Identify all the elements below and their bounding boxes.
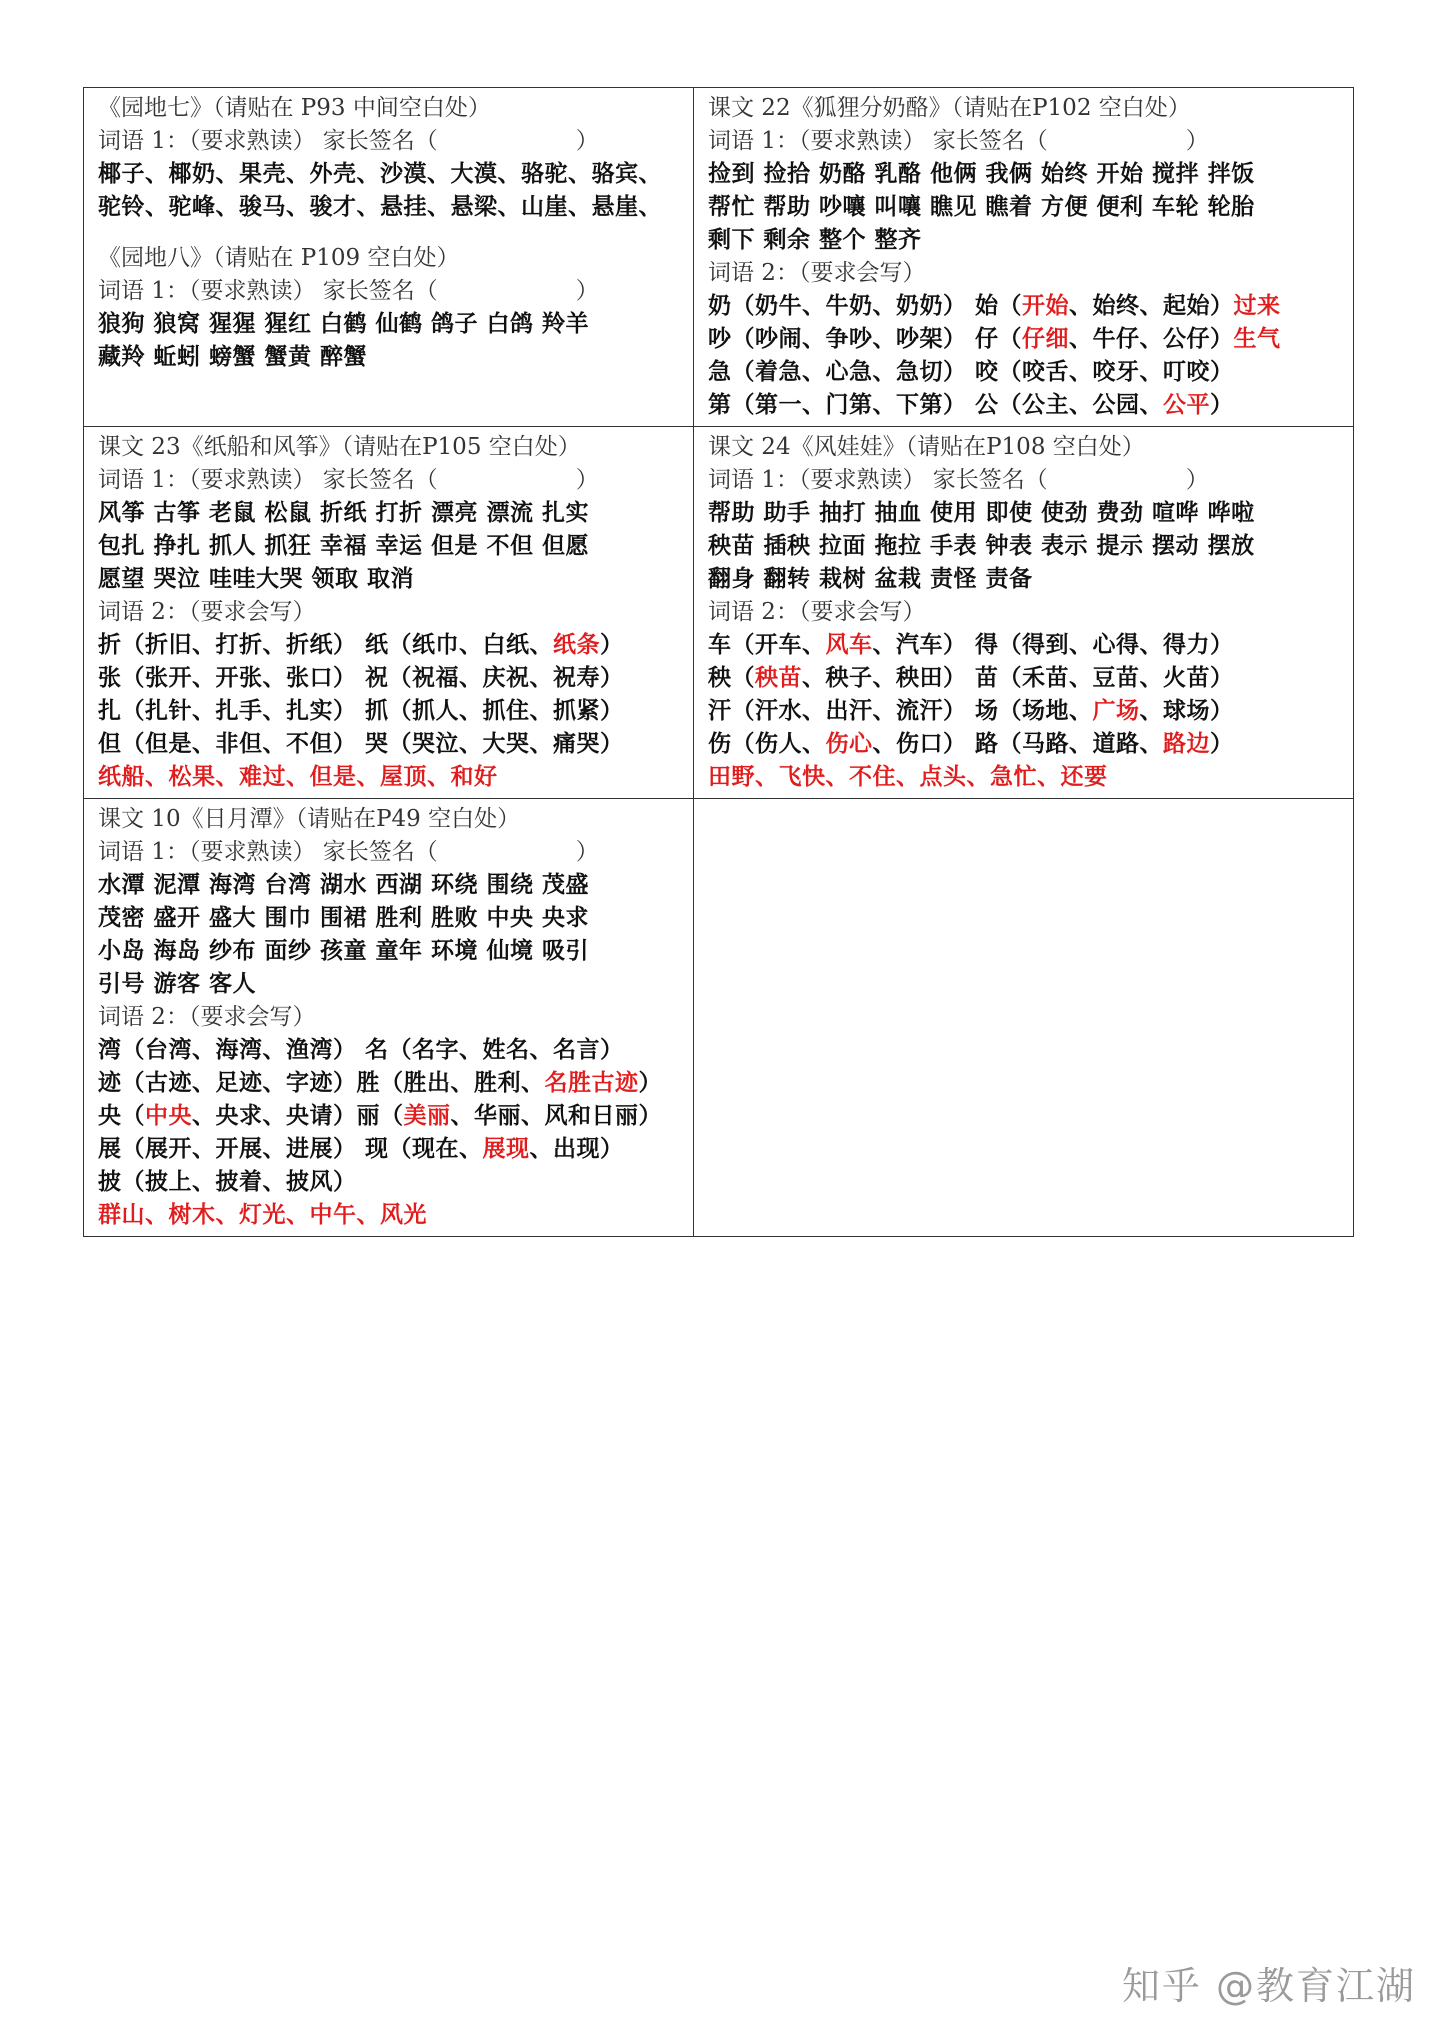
yuandi8-title: 《园地八》（请贴在 P109 空白处）: [98, 245, 460, 271]
lesson22-line: 剩下 剩余 整个 整齐: [708, 227, 922, 253]
cell-yuandi: [84, 88, 694, 427]
lesson10-line: 茂密 盛开 盛大 围巾 围裙 胜利 胜败 中央 央求: [98, 905, 590, 931]
lesson24-line: 秧苗 插秧 拉面 拖拉 手表 钟表 表示 提示 摆动 摆放: [708, 533, 1255, 559]
lesson22-write-line: 奶（奶牛、牛奶、奶奶） 始（开始、始终、起始）过来: [708, 293, 1281, 319]
lesson10-write-line: 披（披上、披着、披风）: [98, 1169, 357, 1195]
lesson23-write-line: 但（但是、非但、不但） 哭（哭泣、大哭、痛哭）: [98, 731, 624, 757]
lesson22-vocab1-label: 词语 1：（要求熟读） 家长签名（ ）: [708, 128, 1209, 154]
lesson24-line: 翻身 翻转 栽树 盆栽 责怪 责备: [708, 566, 1033, 592]
lesson23-extra-words: 纸船、松果、难过、但是、屋顶、和好: [98, 764, 498, 790]
lesson23-line: 愿望 哭泣 哇哇大哭 领取 取消: [98, 566, 415, 592]
lesson10-line: 小岛 海岛 纱布 面纱 孩童 童年 环境 仙境 吸引: [98, 938, 590, 964]
lesson24-write-line: 秧（秧苗、秧子、秧田） 苗（禾苗、豆苗、火苗）: [708, 665, 1234, 691]
yuandi7-vocab1-label: 词语 1：（要求熟读） 家长签名（ ）: [98, 128, 599, 154]
lesson10-line: 水潭 泥潭 海湾 台湾 湖水 西湖 环绕 围绕 茂盛: [98, 872, 590, 898]
lesson23-vocab1-label: 词语 1：（要求熟读） 家长签名（ ）: [98, 467, 599, 493]
lesson10-write-line: 展（展开、开展、进展） 现（现在、展现、出现）: [98, 1136, 624, 1162]
lesson10-write-line: 迹（古迹、足迹、字迹）胜（胜出、胜利、名胜古迹）: [98, 1070, 662, 1096]
lesson24-vocab1-label: 词语 1：（要求熟读） 家长签名（ ）: [708, 467, 1209, 493]
lesson22-line: 帮忙 帮助 吵嚷 叫嚷 瞧见 瞧着 方便 便利 车轮 轮胎: [708, 194, 1255, 220]
cell-lesson10: [84, 799, 694, 1237]
lesson23-write-line: 扎（扎针、扎手、扎实） 抓（抓人、抓住、抓紧）: [98, 698, 624, 724]
yuandi7-title: 《园地七》（请贴在 P93 中间空白处）: [98, 95, 491, 121]
cell-lesson22: [694, 88, 1354, 427]
lesson23-write-line: 折（折旧、打折、折纸） 纸（纸巾、白纸、纸条）: [98, 632, 624, 658]
lesson10-extra-words: 群山、树木、灯光、中午、风光: [98, 1202, 427, 1228]
lesson10-line: 引号 游客 客人: [98, 971, 257, 997]
lesson23-title: 课文 23《纸船和风筝》（请贴在P105 空白处）: [98, 434, 581, 460]
yuandi7-line: 驼铃、驼峰、骏马、骏才、悬挂、悬梁、山崖、悬崖、: [98, 194, 662, 220]
cell-lesson24: [694, 427, 1354, 799]
cell-empty: [694, 799, 1354, 1237]
lesson23-vocab2-label: 词语 2：（要求会写）: [98, 599, 316, 625]
yuandi8-line: 藏羚 蚯蚓 螃蟹 蟹黄 醉蟹: [98, 344, 368, 370]
watermark: 知乎 @教育江湖: [1121, 1964, 1416, 2008]
lesson24-write-line: 伤（伤人、伤心、伤口） 路（马路、道路、路边）: [708, 731, 1234, 757]
cell-lesson23: [84, 427, 694, 799]
lesson22-write-line: 急（着急、心急、急切） 咬（咬舌、咬牙、叮咬）: [708, 359, 1234, 385]
lesson24-extra-words: 田野、飞快、不住、点头、急忙、还要: [708, 764, 1108, 790]
lesson23-line: 风筝 古筝 老鼠 松鼠 折纸 打折 漂亮 漂流 扎实: [98, 500, 590, 526]
lesson22-title: 课文 22《狐狸分奶酪》（请贴在P102 空白处）: [708, 95, 1191, 121]
lesson24-write-line: 汗（汗水、出汗、流汗） 场（场地、广场、球场）: [708, 698, 1234, 724]
lesson23-write-line: 张（张开、开张、张口） 祝（祝福、庆祝、祝寿）: [98, 665, 624, 691]
lesson10-vocab2-label: 词语 2：（要求会写）: [98, 1004, 316, 1030]
lesson24-line: 帮助 助手 抽打 抽血 使用 即使 使劲 费劲 喧哗 哗啦: [708, 500, 1255, 526]
lesson10-title: 课文 10《日月潭》（请贴在P49 空白处）: [98, 806, 521, 832]
lesson23-line: 包扎 挣扎 抓人 抓狂 幸福 幸运 但是 不但 但愿: [98, 533, 590, 559]
vocabulary-table: [83, 87, 1354, 1237]
lesson22-vocab2-label: 词语 2：（要求会写）: [708, 260, 926, 286]
lesson24-vocab2-label: 词语 2：（要求会写）: [708, 599, 926, 625]
lesson22-line: 捡到 捡拾 奶酪 乳酪 他俩 我俩 始终 开始 搅拌 拌饭: [708, 161, 1255, 187]
lesson24-title: 课文 24《风娃娃》（请贴在P108 空白处）: [708, 434, 1145, 460]
lesson10-write-line: 湾（台湾、海湾、渔湾） 名（名字、姓名、名言）: [98, 1037, 624, 1063]
lesson22-write-line: 吵（吵闹、争吵、吵架） 仔（仔细、牛仔、公仔）生气: [708, 326, 1281, 352]
yuandi8-line: 狼狗 狼窝 猩猩 猩红 白鹤 仙鹤 鸽子 白鸽 羚羊: [98, 311, 590, 337]
lesson24-write-line: 车（开车、风车、汽车） 得（得到、心得、得力）: [708, 632, 1234, 658]
lesson10-write-line: 央（中央、央求、央请）丽（美丽、华丽、风和日丽）: [98, 1103, 662, 1129]
lesson10-vocab1-label: 词语 1：（要求熟读） 家长签名（ ）: [98, 839, 599, 865]
yuandi8-vocab1-label: 词语 1：（要求熟读） 家长签名（ ）: [98, 278, 599, 304]
yuandi7-line: 椰子、椰奶、果壳、外壳、沙漠、大漠、骆驼、骆宾、: [98, 161, 662, 187]
lesson22-write-line: 第（第一、门第、下第） 公（公主、公园、公平）: [708, 392, 1234, 418]
